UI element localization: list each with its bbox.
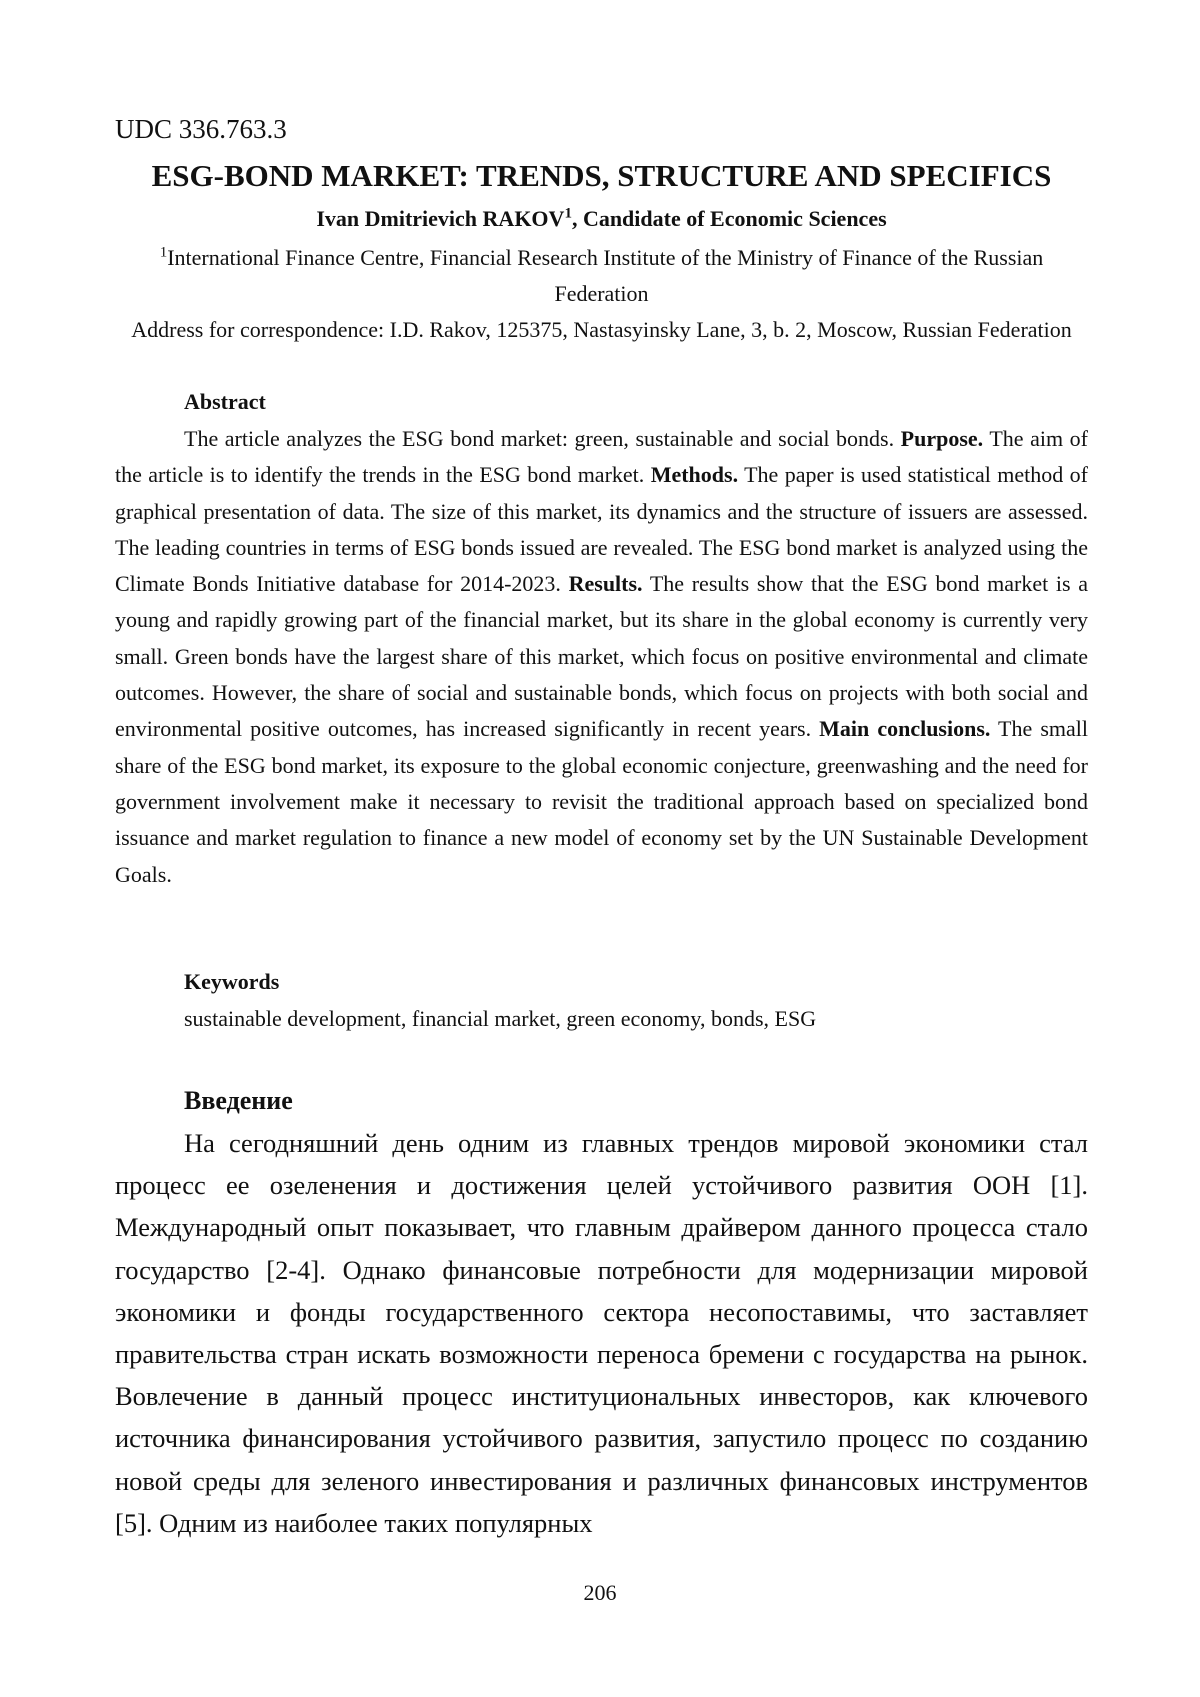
author-affiliation-mark: 1 [564, 205, 572, 222]
affiliation-mark: 1 [159, 244, 168, 261]
abstract-methods: The paper is used statistical method of graphical presentation of data. The size of this market, its dynamics and the structure of issuers are assessed. The leading countries in terms of ESG bonds issued are revealed. The ESG bond market is analyzed using the Climate Bonds Initiative database for 2014-2023. [115, 462, 1088, 597]
results-label: Results. [568, 571, 643, 597]
introduction-paragraph: На сегодняшний день одним из главных трендов мировой экономики стал процесс ее озеленения и достижения целей устойчивого развития ООН [1]. Международный опыт показывает, что главным драйвером данного процесса стало государство [2-4]. Однако финансовые потребности для модернизации мировой экономики и фонды государственного сектора несопоставимы, что заставляет правительства стран искать возможности переноса бремени с государства на рынок. Вовлечение в данный процесс институциональных инвесторов, как ключевого источника финансирования устойчивого развития, запустило процесс по созданию новой среды для зеленого инвестирования и различных финансовых инструментов [5]. Одним из наиболее таких популярных [115, 1128, 1088, 1538]
affiliation [115, 240, 1088, 312]
author-name: Ivan Dmitrievich RAKOV [316, 206, 565, 231]
abstract-results: The results show that the ESG bond market is a young and rapidly growing part of the financial market, but its share in the global economy is currently very small. Green bonds have the largest share of this market, which focus on positive environmental and climate outcomes. However, the share of social and sustainable bonds, which focus on projects with both social and environmental positive outcomes, has increased significantly in recent years. [115, 571, 1089, 742]
conclusions-label: Main conclusions. [819, 716, 991, 742]
keywords-list: sustainable development, financial market, green economy, bonds, ESG [184, 1006, 817, 1031]
page-number: 206 [583, 1580, 617, 1605]
affiliation-text: International Finance Centre, Financial Research Institute of the Ministry of Finance of the Russian Federation [167, 245, 1044, 306]
abstract-conclusions: The small share of the ESG bond market, its exposure to the global economic conjecture, greenwashing and the need for government involvement make it necessary to revisit the traditional approach based on specialized bond issuance and market regulation to finance a new model of economy set by the UN Sustainable Development Goals. [115, 716, 1088, 887]
author-degree: , Candidate of Economic Sciences [571, 206, 887, 231]
abstract-heading: Abstract [184, 389, 266, 414]
keywords-heading: Keywords [184, 969, 280, 994]
abstract-text [115, 421, 1088, 893]
methods-label: Methods. [650, 462, 739, 488]
author-line [115, 204, 1088, 234]
correspondence-address: Address for correspondence: I.D. Rakov, 125375, Nastasyinsky Lane, 3, b. 2, Moscow, Russian Federation [131, 317, 1072, 342]
abstract-purpose: The aim of the article is to identify the trends in the ESG bond market. [115, 426, 1088, 488]
abstract-intro: The article analyzes the ESG bond market: green, sustainable and social bonds. [184, 426, 901, 451]
introduction-heading: Введение [184, 1086, 293, 1115]
paper-title: ESG-BOND MARKET: TRENDS, STRUCTURE AND SPECIFICS [151, 158, 1052, 193]
udc-code: UDC 336.763.3 [115, 114, 287, 144]
purpose-label: Purpose. [900, 426, 984, 451]
